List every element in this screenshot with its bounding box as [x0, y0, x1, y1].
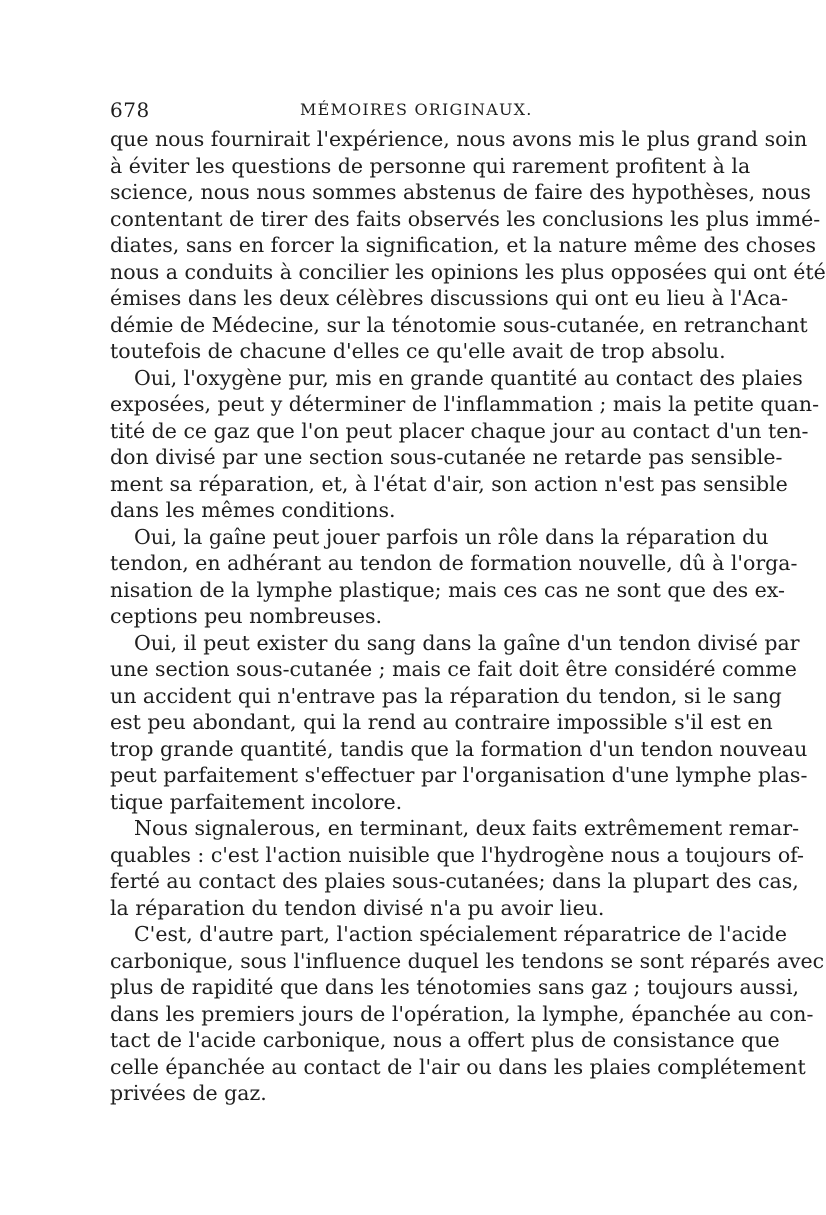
text-line: C'est, d'autre part, l'action spécialement réparatrice de l'acide — [134, 922, 788, 946]
text-line: quables : c'est l'action nuisible que l'hydrogène nous a toujours of- — [110, 842, 804, 867]
text-line: Oui, la gaîne peut jouer parfois un rôle dans la réparation du — [134, 524, 769, 549]
text-line: ment sa réparation, et, à l'état d'air, son action n'est pas sensible — [110, 471, 788, 496]
text-line: émises dans les deux célèbres discussions qui ont eu lieu à l'Aca- — [110, 286, 788, 310]
body-text — [110, 126, 826, 1107]
text-line: un accident qui n'entrave pas la réparation du tendon, si le sang — [110, 683, 782, 708]
text-line: une section sous-cutanée ; mais ce fait doit être considéré comme — [110, 657, 797, 681]
text-line: science, nous nous sommes abstenus de faire des hypothèses, nous — [110, 180, 811, 204]
paragraph — [110, 365, 820, 524]
paragraph — [110, 524, 798, 630]
page-number: 678 — [110, 98, 150, 122]
text-line: exposées, peut y déterminer de l'inflammation ; mais la petite quan- — [110, 392, 820, 416]
paragraph — [110, 126, 826, 365]
text-line: celle épanchée au contact de l'air ou dans les plaies complétement — [110, 1054, 806, 1079]
text-line: plus de rapidité que dans les ténotomies sans gaz ; toujours aussi, — [110, 975, 800, 999]
paragraph — [110, 921, 825, 1107]
paragraph — [110, 630, 808, 816]
text-line: tact de l'acide carbonique, nous a offert plus de consistance que — [110, 1028, 780, 1052]
text-line: carbonique, sous l'influence duquel les tendons se sont réparés avec — [110, 948, 825, 973]
text-line: privées de gaz. — [110, 1081, 267, 1105]
text-line: tique parfaitement incolore. — [110, 789, 403, 814]
text-line: Oui, il peut exister du sang dans la gaîne d'un tendon divisé par — [134, 630, 800, 655]
text-line: ceptions peu nombreuses. — [110, 604, 383, 628]
text-line: Oui, l'oxygène pur, mis en grande quantité au contact des plaies — [134, 365, 803, 390]
text-line: contentant de tirer des faits observés les conclusions les plus immé- — [110, 206, 821, 231]
running-head: MÉMOIRES ORIGINAUX. — [300, 100, 533, 119]
text-line: nous a conduits à concilier les opinions les plus opposées qui ont été — [110, 259, 826, 284]
text-line: diates, sans en forcer la signification, et la nature même des choses — [110, 233, 816, 257]
paragraph — [110, 815, 804, 921]
text-line: toutefois de chacune d'elles ce qu'elle avait de trop absolu. — [110, 339, 726, 363]
text-line: dans les premiers jours de l'opération, la lymphe, épanchée au con- — [110, 1001, 814, 1026]
text-line: à éviter les questions de personne qui rarement profitent à la — [110, 153, 751, 178]
text-line: peut parfaitement s'effectuer par l'organisation d'une lymphe plas- — [110, 763, 808, 787]
text-line: tendon, en adhérant au tendon de formation nouvelle, dû à l'orga- — [110, 551, 798, 575]
text-line: est peu abondant, qui la rend au contraire impossible s'il est en — [110, 710, 773, 734]
text-line: Nous signalerous, en terminant, deux faits extrêmement remar- — [134, 816, 800, 840]
text-line: la réparation du tendon divisé n'a pu avoir lieu. — [110, 895, 605, 920]
text-line: ferté au contact des plaies sous-cutanées; dans la plupart des cas, — [110, 869, 799, 893]
text-line: nisation de la lymphe plastique; mais ces cas ne sont que des ex- — [110, 577, 785, 602]
text-line: démie de Médecine, sur la ténotomie sous-cutanée, en retranchant — [110, 312, 808, 337]
text-line: trop grande quantité, tandis que la formation d'un tendon nouveau — [110, 736, 808, 761]
text-line: don divisé par une section sous-cutanée ne retarde pas sensible- — [110, 445, 783, 469]
text-line: tité de ce gaz que l'on peut placer chaque jour au contact d'un ten- — [110, 418, 809, 443]
text-line: que nous fournirait l'expérience, nous avons mis le plus grand soin — [110, 127, 808, 151]
text-line: dans les mêmes conditions. — [110, 498, 396, 522]
page-header — [110, 98, 700, 128]
